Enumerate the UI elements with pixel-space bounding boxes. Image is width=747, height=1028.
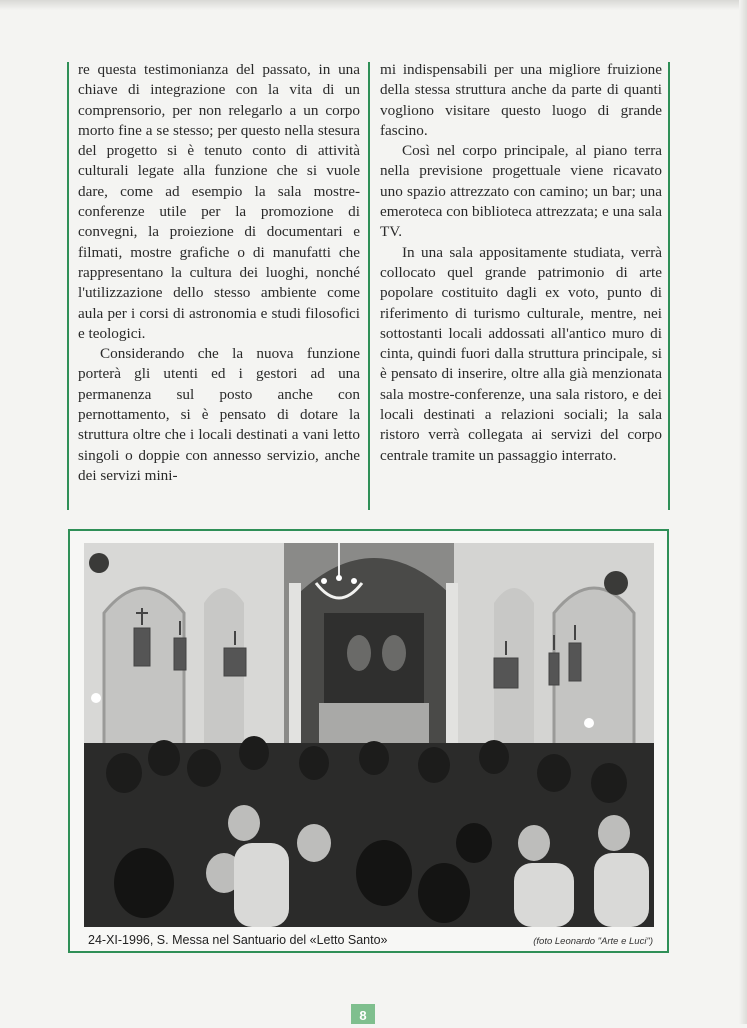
column-rule-left xyxy=(67,62,69,510)
paragraph: Così nel corpo principale, al piano terra nella previsione progettuale viene ricavato uno spazio attrezzato con camino; un bar; una emeroteca con biblioteca attrezzata; e una sala TV. xyxy=(380,142,662,241)
paragraph: Considerando che la nuova funzione porterà gli utenti ed i gestori ad una permanenza sul posto anche con pernottamento, si è pensato di dotare la struttura oltre che i locali destinati a vani letto singoli o doppie con annesso servizio, anche dei servizi mini- xyxy=(78,345,360,484)
church-interior-illustration xyxy=(84,543,654,927)
column-rule-right xyxy=(668,62,670,510)
paragraph: In una sala appositamente studiata, verrà collocato quel grande patrimonio di arte popolare costituito dagli ex voto, punto di riferimento di turismo culturale, mentre, nei sottostanti locali addossati all'antico muro di cinta, quindi fuori dalla struttura principale, si è pensato di inserire, oltre alla già menzionata sala mostre-conferenze, una sala ristoro, e dei locali destinati a relazioni sociali; la sala ristoro verrà collegata ai servizi del corpo centrale tramite un passaggio interrato. xyxy=(380,243,662,464)
church-mass-photo xyxy=(84,543,654,927)
page-top-edge xyxy=(0,0,747,10)
photo-credit: (foto Leonardo "Arte e Luci") xyxy=(533,936,653,947)
figure-frame xyxy=(68,529,669,953)
page-number: 8 xyxy=(351,1004,375,1024)
paragraph: re questa testimonianza del passato, in una chiave di integrazione con la vita di un comprensorio, per non relegarlo a un corpo morto fine a se stesso; per questo nella stesura del progetto si è tenuto conto di attività culturali legate alla funzione che si vuole dare, come ad esempio la sala mostre-conferenze utile per la promozione di convegni, la proiezione di documentari e filmati, mostre grafiche o di manufatti che rappresentano la cultura dei luoghi, nonché l'utilizzazione dello stesso ambiente come aula per i corsi di astronomia e studi filosofici e teologici. xyxy=(78,61,360,342)
article-column-left xyxy=(78,60,360,510)
figure-caption: 24-XI-1996, S. Messa nel Santuario del «Letto Santo» xyxy=(88,933,388,947)
column-rule-middle xyxy=(368,62,370,510)
page-right-edge xyxy=(739,0,747,1024)
article-column-right xyxy=(380,60,662,510)
paragraph: mi indispensabili per una migliore fruizione della stessa struttura anche da parte di quanti vogliono visitare questo luogo di grande fascino. xyxy=(380,61,662,139)
